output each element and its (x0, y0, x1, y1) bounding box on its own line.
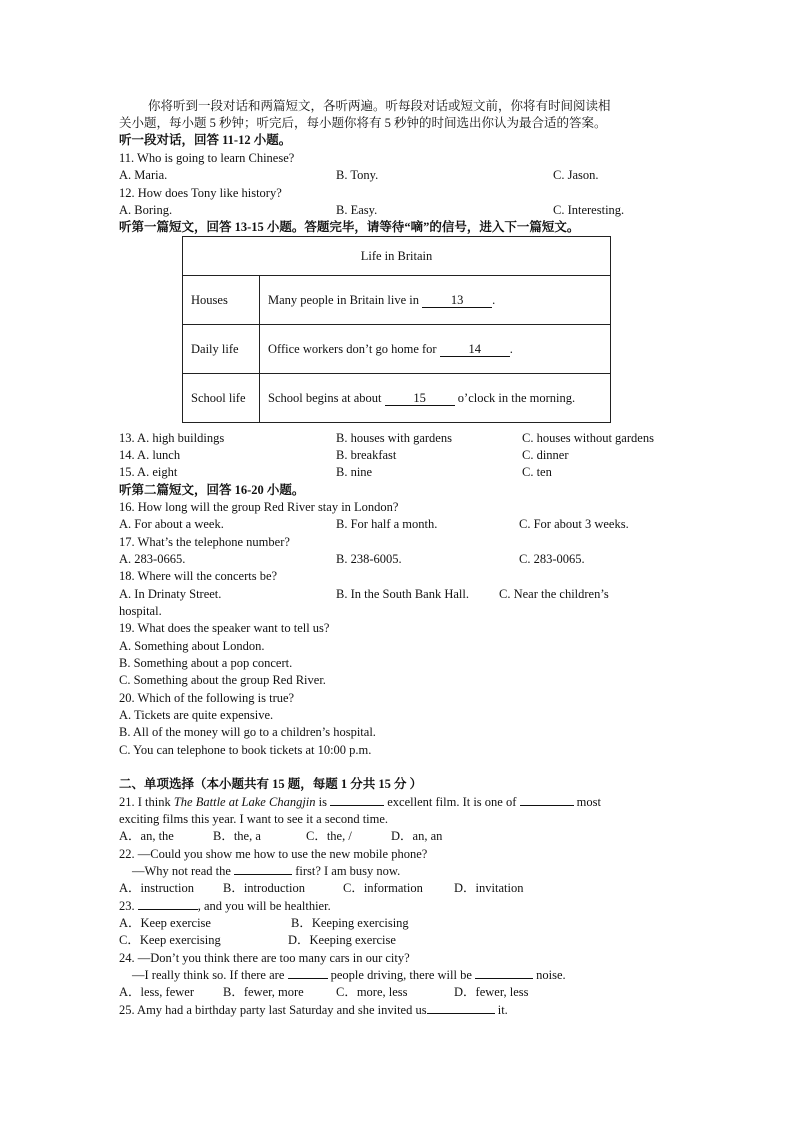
life-in-britain-table (182, 236, 611, 423)
answer-blank (330, 805, 384, 806)
q21-option-b: B．the, a (213, 829, 261, 843)
section-dialog-heading: 听一段对话，回答 11-12 小题。 (119, 133, 292, 147)
row-content: School begins at about 15 o’clock in the morning. (260, 374, 611, 423)
row-label: Houses (183, 276, 260, 325)
q22-question-line1: 22. —Could you show me how to use the new mobile phone? (119, 847, 428, 861)
q15-option-a: 15. A. eight (119, 465, 178, 479)
q12-option-c: C. Interesting. (553, 203, 625, 217)
q23-option-a: A．Keep exercise (119, 916, 211, 930)
q17-option-c: C. 283-0065. (519, 552, 585, 566)
q16-question: 16. How long will the group Red River stay in London? (119, 500, 399, 514)
q24-question-line1: 24. —Don’t you think there are too many cars in our city? (119, 951, 410, 965)
q12-question: 12. How does Tony like history? (119, 186, 282, 200)
q15-option-c: C. ten (522, 465, 552, 479)
row-content: Many people in Britain live in 13 . (260, 276, 611, 325)
q20-option-b: B. All of the money will go to a children’s hospital. (119, 725, 376, 739)
q21-question-line1: 21. I think The Battle at Lake Changjin is excellent film. It is one of most (119, 795, 601, 809)
q13-option-c: C. houses without gardens (522, 431, 654, 445)
q21-option-d: D．an, an (391, 829, 443, 843)
q11-option-a: A. Maria. (119, 168, 168, 182)
answer-blank (138, 909, 198, 910)
table-row (183, 325, 611, 374)
q23-option-c: C．Keep exercising (119, 933, 221, 947)
q24-option-d: D．fewer, less (454, 985, 529, 999)
answer-blank (475, 978, 533, 979)
q20-option-a: A. Tickets are quite expensive. (119, 708, 274, 722)
answer-blank (427, 1013, 495, 1014)
q15-option-b: B. nine (336, 465, 373, 479)
q24-question-line2: —I really think so. If there are people driving, there will be noise. (132, 968, 566, 982)
answer-blank (520, 805, 574, 806)
q18-question: 18. Where will the concerts be? (119, 569, 278, 583)
intro-line-1: 你将听到一段对话和两篇短文，各听两遍。听每段对话或短文前，你将有时间阅读相 (148, 99, 611, 113)
q21-option-c: C．the, / (306, 829, 352, 843)
answer-blank (288, 978, 328, 979)
q14-option-a: 14. A. lunch (119, 448, 181, 462)
q18-option-a: A. In Drinaty Street. (119, 587, 222, 601)
q18-option-c: C. Near the children’s (499, 587, 609, 601)
q23-option-b: B．Keeping exercising (291, 916, 409, 930)
film-title: The Battle at Lake Changjin (173, 795, 316, 809)
answer-blank: 13 (422, 293, 492, 308)
q20-option-c: C. You can telephone to book tickets at 10:00 p.m. (119, 743, 372, 757)
q12-option-a: A. Boring. (119, 203, 173, 217)
q22-option-a: A．instruction (119, 881, 194, 895)
intro-line-2: 关小题，每小题 5 秒钟；听完后，每小题你将有 5 秒钟的时间选出你认为最合适的答案。 (119, 116, 607, 130)
q24-option-c: C．more, less (336, 985, 408, 999)
answer-blank: 15 (385, 391, 455, 406)
table-row (183, 276, 611, 325)
answer-blank (234, 874, 292, 875)
q11-option-b: B. Tony. (336, 168, 379, 182)
q17-question: 17. What’s the telephone number? (119, 535, 290, 549)
q17-option-a: A. 283-0665. (119, 552, 186, 566)
q22-question-line2: —Why not read the first? I am busy now. (132, 864, 401, 878)
q16-option-c: C. For about 3 weeks. (519, 517, 629, 531)
q21-option-a: A．an, the (119, 829, 174, 843)
q19-option-b: B. Something about a pop concert. (119, 656, 293, 670)
q18-option-c-cont: hospital. (119, 604, 162, 618)
q23-option-d: D．Keeping exercise (288, 933, 396, 947)
q17-option-b: B. 238-6005. (336, 552, 402, 566)
q16-option-a: A. For about a week. (119, 517, 224, 531)
q24-option-a: A．less, fewer (119, 985, 194, 999)
q18-option-b: B. In the South Bank Hall. (336, 587, 469, 601)
q11-question: 11. Who is going to learn Chinese? (119, 151, 295, 165)
row-content: Office workers don’t go home for 14 . (260, 325, 611, 374)
table-title: Life in Britain (183, 237, 611, 276)
q22-option-d: D．invitation (454, 881, 524, 895)
q11-option-c: C. Jason. (553, 168, 599, 182)
row-label: School life (183, 374, 260, 423)
q22-option-c: C．information (343, 881, 423, 895)
section-passage2-heading: 听第二篇短文，回答 16-20 小题。 (119, 483, 305, 497)
answer-blank: 14 (440, 342, 510, 357)
q25-question: 25. Amy had a birthday party last Saturday and she invited us it. (119, 1003, 508, 1017)
section2-heading: 二、单项选择（本小题共有 15 题，每题 1 分共 15 分 ） (119, 777, 423, 791)
q14-option-c: C. dinner (522, 448, 569, 462)
q13-option-b: B. houses with gardens (336, 431, 452, 445)
q19-option-c: C. Something about the group Red River. (119, 673, 326, 687)
q14-option-b: B. breakfast (336, 448, 397, 462)
q16-option-b: B. For half a month. (336, 517, 438, 531)
q19-question: 19. What does the speaker want to tell us? (119, 621, 330, 635)
section-passage1-heading: 听第一篇短文，回答 13-15 小题。答题完毕，请等待“嘀”的信号，进入下一篇短文。 (119, 220, 580, 234)
table-row (183, 374, 611, 423)
q20-question: 20. Which of the following is true? (119, 691, 295, 705)
q23-question: 23. , and you will be healthier. (119, 899, 331, 913)
q13-option-a: 13. A. high buildings (119, 431, 225, 445)
q24-option-b: B．fewer, more (223, 985, 304, 999)
q22-option-b: B．introduction (223, 881, 305, 895)
row-label: Daily life (183, 325, 260, 374)
q19-option-a: A. Something about London. (119, 639, 265, 653)
q21-question-line2: exciting films this year. I want to see it a second time. (119, 812, 389, 826)
q12-option-b: B. Easy. (336, 203, 378, 217)
